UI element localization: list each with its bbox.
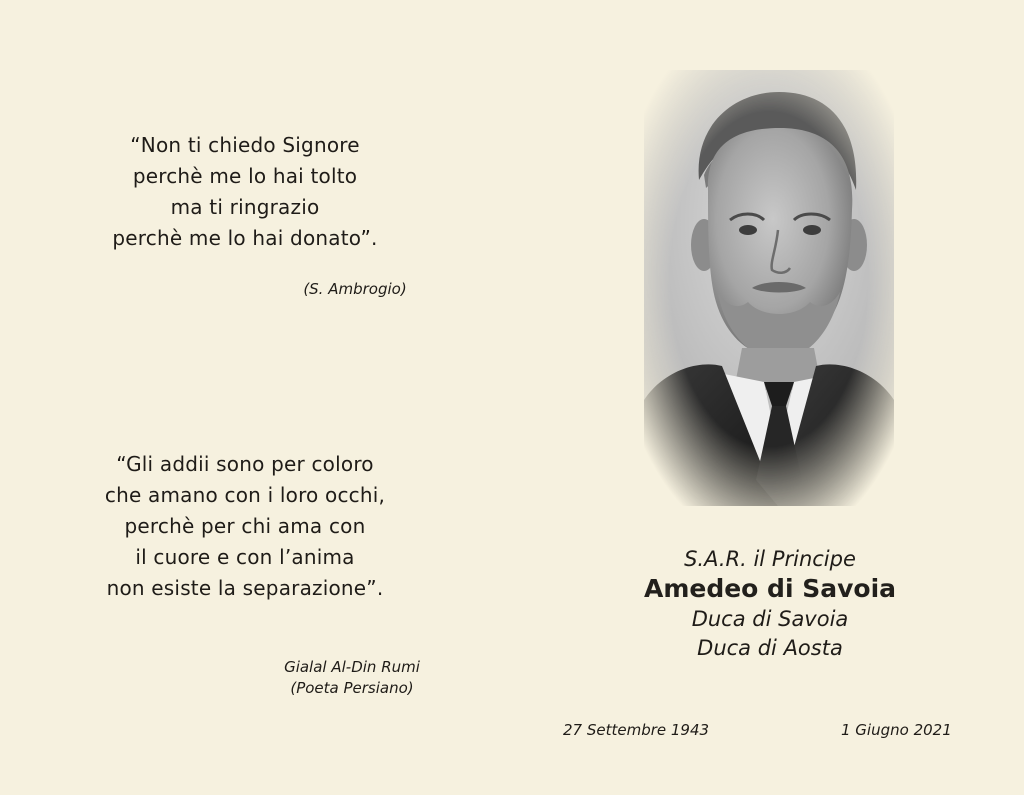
attribution-note: (Poeta Persiano) xyxy=(290,679,414,697)
quote-line: perchè me lo hai tolto xyxy=(132,164,358,188)
quote-line: che amano con i loro occhi, xyxy=(104,483,386,507)
memorial-name-block xyxy=(610,545,930,663)
quote-line: non esiste la separazione”. xyxy=(106,576,384,600)
portrait-photo xyxy=(644,70,894,506)
quote-line: “Non ti chiedo Signore xyxy=(130,133,360,157)
quote-line: ma ti ringrazio xyxy=(170,195,320,219)
honorific-title: S.A.R. il Principe xyxy=(684,547,856,571)
deceased-name: Amedeo di Savoia xyxy=(643,574,897,603)
quote-line: “Gli addii sono per coloro xyxy=(116,452,374,476)
quote-rumi xyxy=(80,449,410,604)
quote-ambrogio xyxy=(80,130,410,254)
attribution-author: Gialal Al-Din Rumi xyxy=(284,658,420,676)
title-duke-aosta: Duca di Aosta xyxy=(697,636,843,660)
quote-line: perchè per chi ama con xyxy=(124,514,366,538)
quote-rumi-attribution xyxy=(262,657,442,699)
portrait-illustration xyxy=(644,70,894,506)
quote-line: il cuore e con l’anima xyxy=(135,545,355,569)
title-duke-savoia: Duca di Savoia xyxy=(691,607,849,631)
birth-date: 27 Settembre 1943 xyxy=(563,721,710,739)
quote-ambrogio-attribution: (S. Ambrogio) xyxy=(303,280,407,298)
quote-line: perchè me lo hai donato”. xyxy=(112,226,378,250)
death-date: 1 Giugno 2021 xyxy=(841,721,952,739)
